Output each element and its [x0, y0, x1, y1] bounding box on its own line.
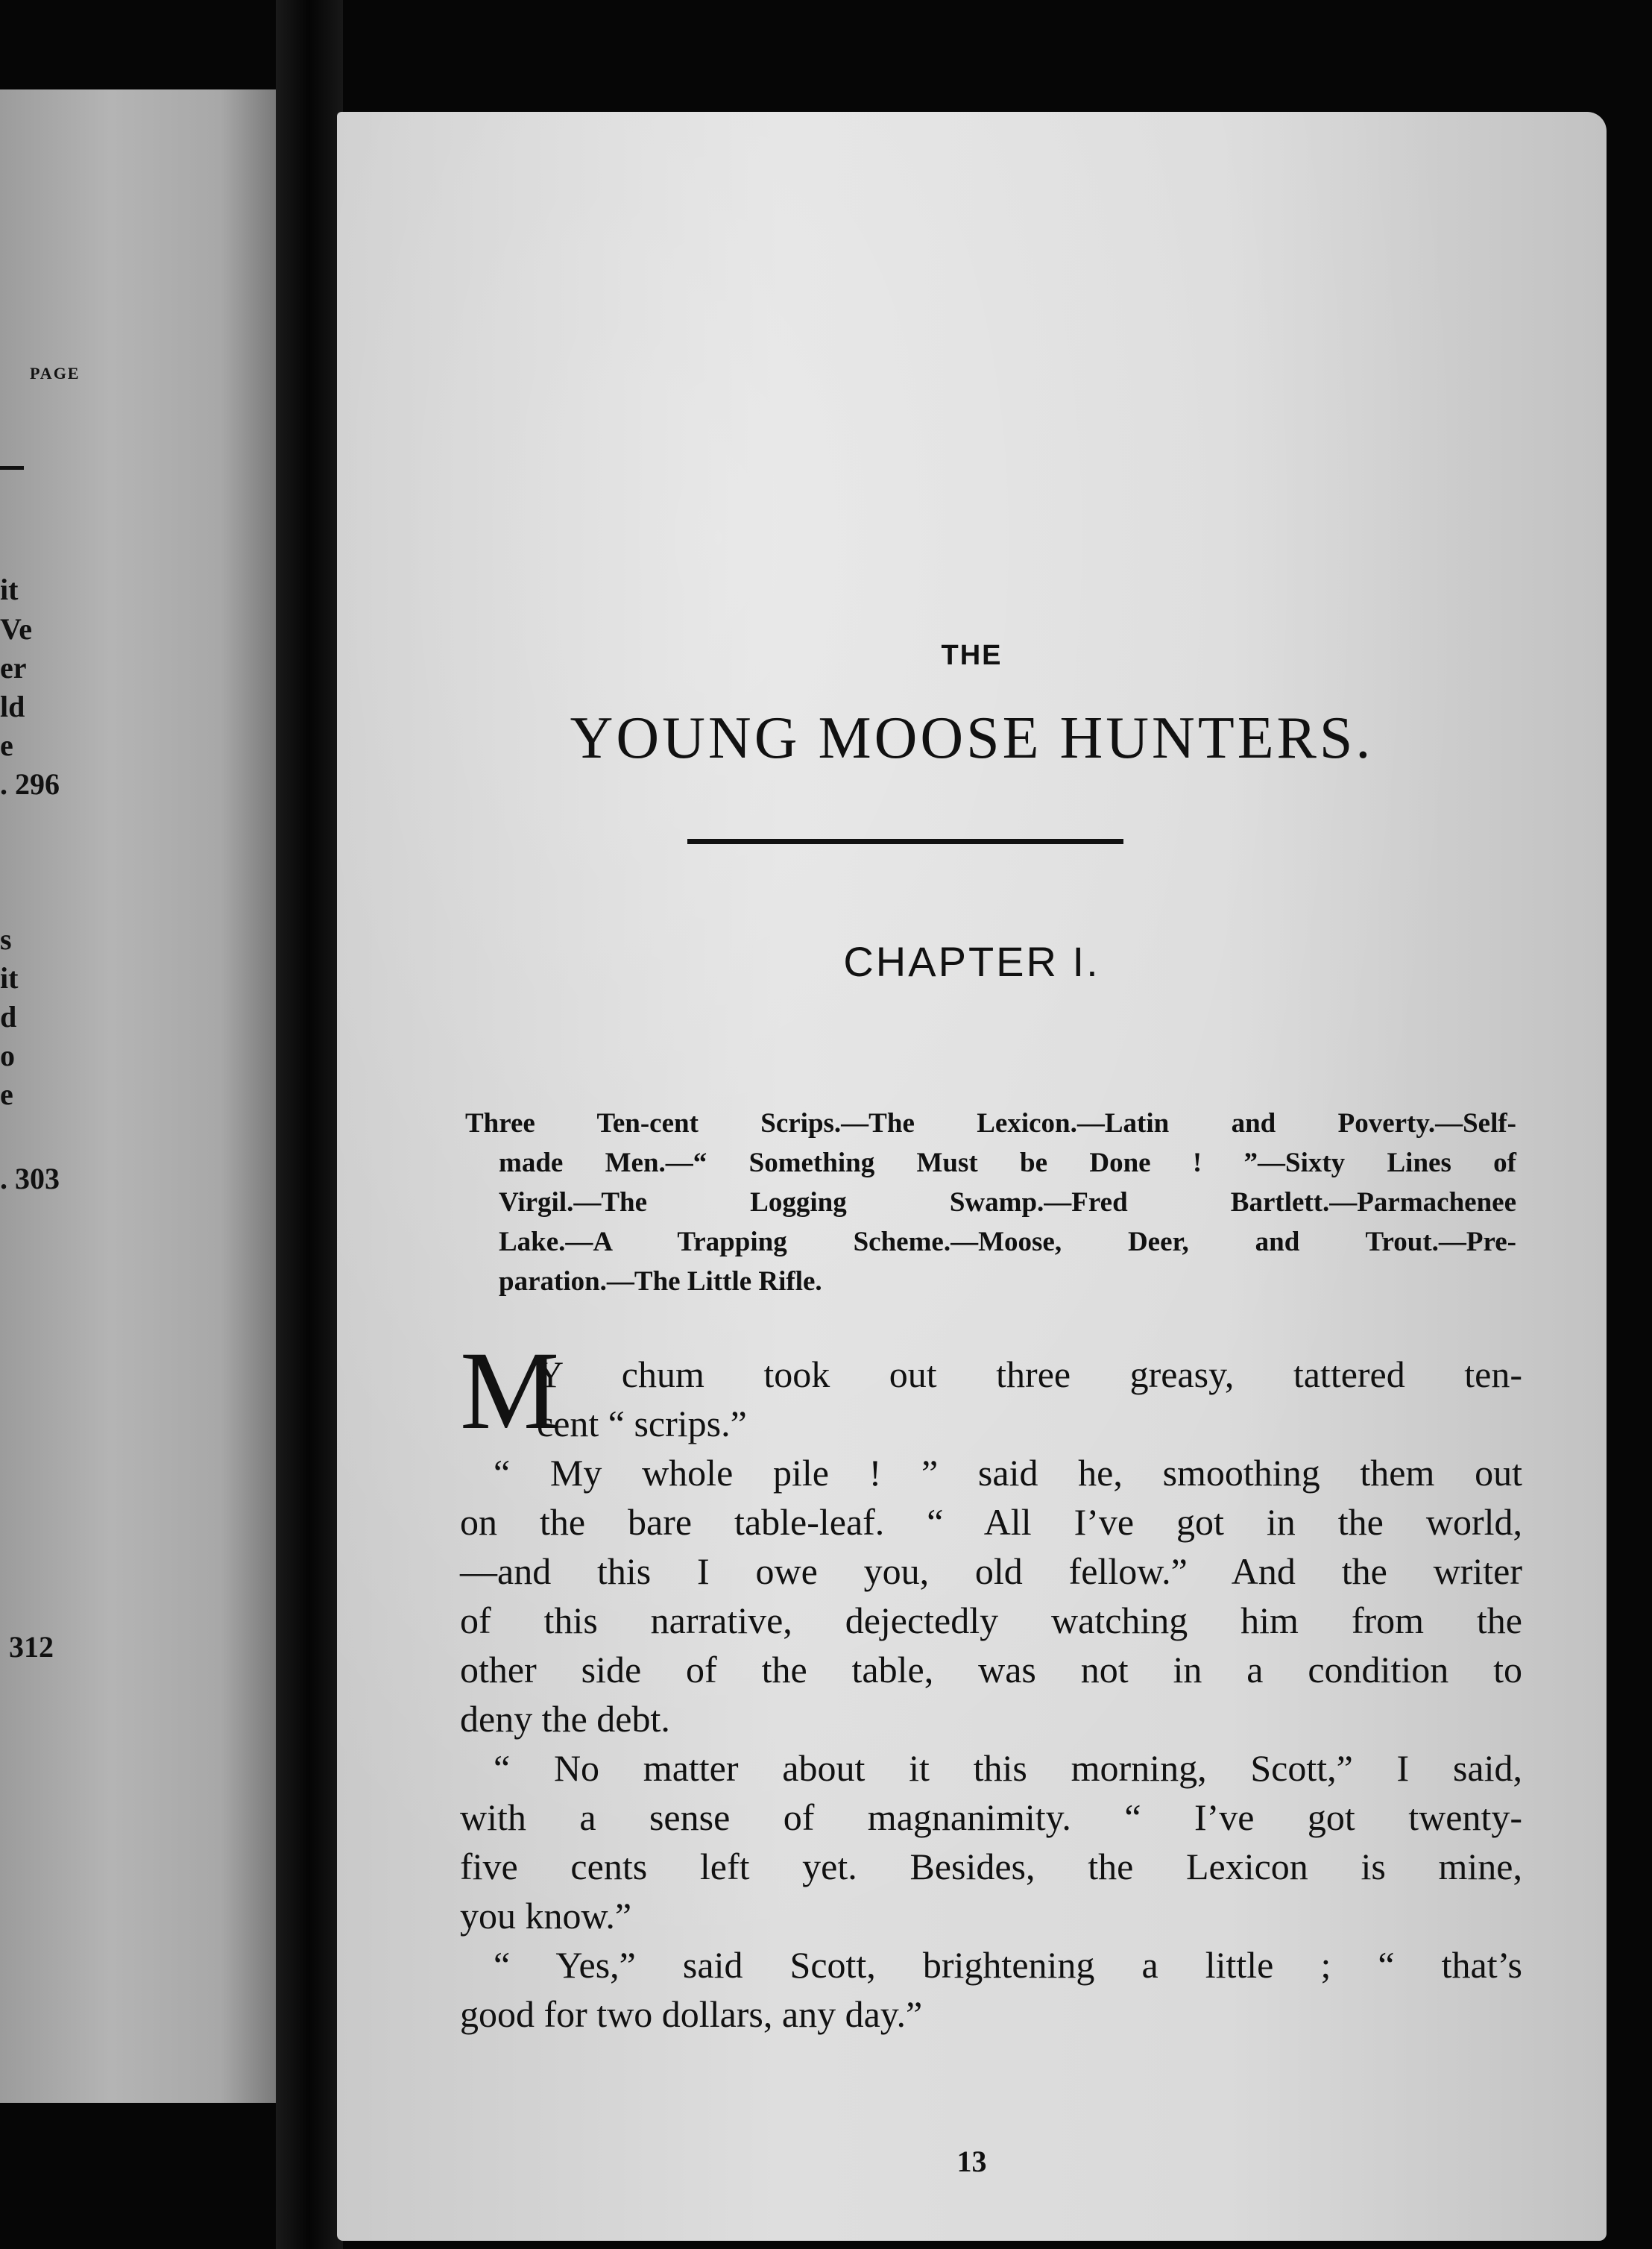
synopsis-line: Virgil.—The Logging Swamp.—Fred Bartlett.—Parmachenee: [499, 1187, 1516, 1218]
body-text: [460, 1448, 1522, 2039]
drop-cap: M: [460, 1329, 560, 1453]
synopsis-line: Lake.—A Trapping Scheme.—Moose, Deer, and Trout.—Pre-: [499, 1227, 1516, 1257]
left-fragment: ld: [0, 690, 25, 723]
text-line: on the bare table-leaf. “ All I’ve got in the world,: [460, 1501, 1522, 1543]
left-page-number: . 303: [0, 1162, 60, 1195]
text-line: of this narrative, dejectedly watching him from the: [460, 1600, 1522, 1641]
left-fragment: it: [0, 573, 19, 606]
left-fragment: d: [0, 1000, 17, 1034]
text-line: five cents left yet. Besides, the Lexicon is mine,: [460, 1846, 1522, 1887]
left-page-number: 312: [9, 1630, 54, 1664]
text-line: —and this I owe you, old fellow.” And the writer: [460, 1550, 1522, 1592]
synopsis-line: paration.—The Little Rifle.: [499, 1266, 822, 1297]
text-line: cent “ scrips.”: [537, 1403, 747, 1444]
page-number: 13: [956, 2145, 987, 2178]
left-fragment: o: [0, 1039, 15, 1072]
text-line: deny the debt.: [460, 1698, 670, 1740]
text-line: Y chum took out three greasy, tattered ten-: [537, 1353, 1522, 1395]
left-fragment: s: [0, 922, 12, 956]
text-line: you know.”: [460, 1895, 632, 1937]
text-line: good for two dollars, any day.”: [460, 1993, 923, 2035]
left-fragment: it: [0, 961, 19, 995]
synopsis-line: Three Ten-cent Scrips.—The Lexicon.—Latin and Poverty.—Self-: [465, 1108, 1516, 1139]
left-page-fragment: [0, 89, 276, 2103]
chapter-heading: CHAPTER I.: [843, 938, 1100, 985]
text-line: with a sense of magnanimity. “ I’ve got twenty-: [460, 1796, 1522, 1838]
text-line: “ No matter about it this morning, Scott,” I said,: [494, 1747, 1522, 1789]
right-page: [337, 112, 1607, 2241]
book-gutter: [276, 0, 343, 2249]
left-fragment: Ve: [0, 612, 32, 646]
opening-lines: [537, 1350, 1522, 1448]
text-line: other side of the table, was not in a condition to: [460, 1649, 1522, 1690]
title-divider: [687, 839, 1123, 844]
left-page-number: . 296: [0, 767, 60, 801]
left-fragment: e: [0, 729, 13, 762]
text-line: “ My whole pile ! ” said he, smoothing them out: [494, 1452, 1522, 1494]
text-line: “ Yes,” said Scott, brightening a little ; “ that’s: [494, 1944, 1522, 1986]
book-title: YOUNG MOOSE HUNTERS.: [570, 705, 1374, 771]
synopsis-line: made Men.—“ Something Must be Done ! ”—Sixty Lines of: [499, 1148, 1516, 1178]
book-title-article: THE: [941, 640, 1003, 671]
left-fragment: er: [0, 651, 27, 685]
page-column-label: PAGE: [30, 364, 81, 383]
chapter-synopsis: [465, 1104, 1516, 1301]
left-page-rule: [0, 466, 24, 470]
left-fragment: e: [0, 1078, 13, 1111]
